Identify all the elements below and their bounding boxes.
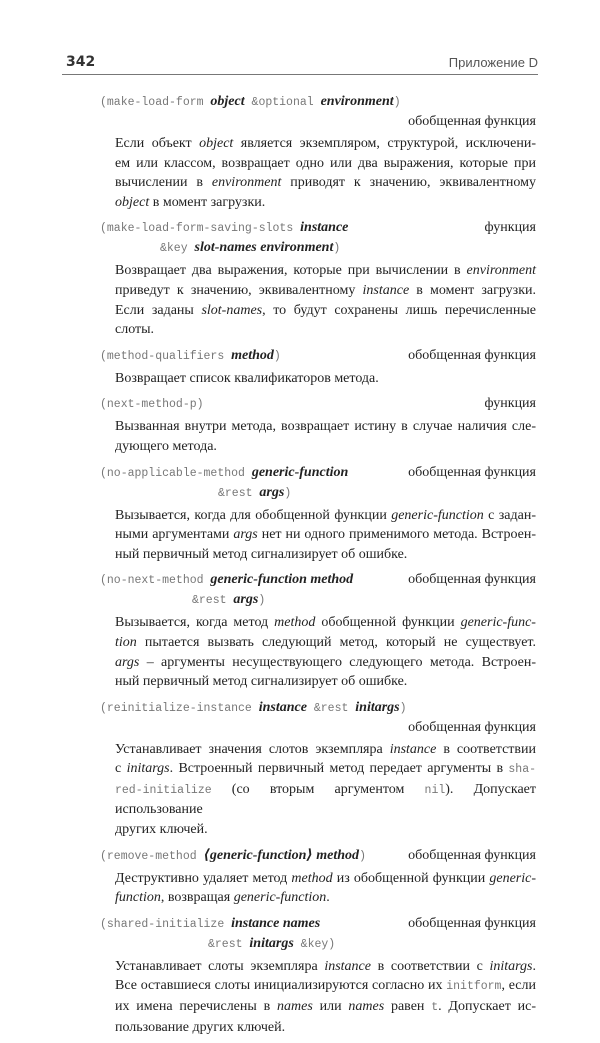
code-text: (next-method-p) [100,398,204,412]
function-signature [100,914,536,954]
code-text: initform [446,980,502,994]
argument-text: method [231,347,274,363]
running-title: Приложение D [448,55,538,70]
text: , то будут сохранены лишь перечисленные [262,302,536,318]
description-line [115,759,536,780]
code-text: ) [399,701,407,715]
description-line [115,134,536,154]
description-line [115,1018,536,1038]
signature-text [100,846,366,866]
description-line [115,173,536,193]
signature-text [100,394,204,414]
signature-line [100,934,536,954]
description-line [115,506,536,526]
function-kind: обобщенная функция [408,719,536,735]
argument-text: environment [320,94,394,109]
code-text: red-initialize [115,783,212,797]
function-kind: обобщенная функция [408,347,536,363]
argument-text: initargs [355,699,400,715]
text: приведут к значению, эквивалентному [115,282,363,298]
function-entries [100,92,536,1043]
text: Устанавливает слоты экземпляра [115,958,325,974]
function-description [115,506,536,565]
code-text: (make-load-form [100,96,211,109]
code-text: (method-qualifiers [100,349,232,363]
code-text: t [431,1001,439,1015]
text: Деструктивно удаляет метод [115,870,292,886]
text: (со вторым аргументом [211,781,425,797]
argument-text: instance [258,699,307,715]
signature-line [100,92,536,131]
text: ный первичный метод сигнализирует об ошибке. [115,546,408,562]
description-line [115,193,536,213]
code-text: &key [160,242,195,256]
text: . Встроенный первичный метод передает аргументы в [169,761,509,777]
text: из обобщенной функции [332,870,490,886]
text: Если объект [115,136,200,151]
signature-line [100,570,536,590]
text: обобщенной функции [315,615,461,631]
text: Все оставшиеся слоты инициализируются согласно их [115,978,447,994]
description-line [115,997,536,1018]
argument-text: args [233,527,258,543]
function-signature [100,463,536,503]
text: . [326,890,330,906]
function-entry [100,394,536,456]
argument-text: args [233,592,259,608]
text: ный первичный метод сигнализирует об ошибке. [115,674,408,690]
text: Если заданы [115,302,202,318]
text: – аргументы несуществующего следующего метода. Встроен- [139,654,536,670]
signature-line [100,238,536,258]
text: в момент загрузки. [409,282,537,298]
text: вычислении в [115,175,212,191]
description-line [115,672,536,692]
argument-text: generic-function [251,464,349,480]
code-text: (shared-initialize [100,917,232,931]
signature-line [100,483,536,503]
text: слоты. [115,322,155,338]
text: их имена перечислены в [115,999,278,1015]
argument-text: instance [362,282,410,298]
text: , возвращая [160,890,234,906]
text: в момент загрузки. [149,194,266,210]
signature-text [100,698,407,718]
signature-text [100,346,281,366]
description-line [115,261,536,281]
function-entry [100,914,536,1037]
argument-text: initargs [126,761,170,777]
function-description [115,740,536,840]
argument-text: names [277,999,313,1015]
function-signature [100,394,536,414]
argument-text: generic- [489,870,537,886]
function-description [115,261,536,339]
text: Вызывается, когда метод [115,615,275,631]
description-line [115,154,536,174]
function-description [115,957,536,1037]
argument-text: tion [115,634,137,650]
page-number: 342 [66,54,96,70]
code-text: (reinitialize-instance [100,701,259,715]
description-line [115,869,536,889]
function-kind: обобщенная функция [408,464,536,480]
function-entry [100,218,536,339]
code-text: ) [284,486,292,500]
code-text: &key) [293,937,336,951]
function-signature [100,346,536,366]
argument-text: args [259,484,285,500]
code-text: nil [424,783,446,797]
description-line [115,525,536,545]
signature-line [100,846,536,866]
description-line [115,545,536,565]
text: Вызывается, когда для обобщенной функции [115,507,392,523]
argument-text: ⟨generic-function⟩ method [203,847,360,863]
code-text: ) [258,594,266,608]
code-text: &rest [192,594,234,608]
argument-text: instance names [231,915,321,931]
description-line [115,653,536,673]
argument-text: generic-function [233,890,327,906]
code-text: ) [333,242,341,256]
text: с [115,761,127,777]
function-kind: обобщенная функция [408,847,536,863]
text: Устанавливает значения слотов экземпляра [115,741,390,757]
description-line [115,957,536,977]
function-entry [100,570,536,691]
argument-text: slot-names [201,302,263,318]
text: Вызванная внутри метода, возвращает истину в случае наличия сле- [115,419,536,435]
argument-text: object [199,136,234,151]
text: или [312,999,349,1015]
signature-line [100,914,536,934]
description-line [115,437,536,457]
text: , если [501,978,536,994]
function-description [115,417,536,456]
function-kind: обобщенная функция [408,114,536,129]
text: пытается вызвать следующий метод, который не существует. [136,634,536,650]
function-signature [100,570,536,610]
description-line [115,976,536,997]
page-header [62,52,538,75]
code-text: ) [359,849,366,863]
text: в соответствии [436,741,536,757]
description-line [115,888,536,908]
signature-text [100,463,348,483]
signature-line [100,590,536,610]
argument-text: generic-func- [460,615,536,631]
text: в соответствии с [370,958,490,974]
function-entry [100,346,536,389]
text: является экземпляром, структурой, исключени- [233,136,536,151]
function-entry [100,463,536,565]
code-text: sha- [508,763,537,777]
argument-text: environment [211,175,282,191]
argument-text: method [291,870,333,886]
description-line [115,320,536,340]
argument-text: generic-function [391,507,484,523]
description-line [115,780,536,820]
description-line [115,417,536,437]
function-signature [100,92,536,131]
code-text: (no-next-method [100,574,211,588]
argument-text: names [348,999,385,1015]
function-signature [100,698,536,737]
argument-text: method [274,615,316,631]
code-text: &optional [244,96,321,109]
text: с задан- [483,507,536,523]
argument-text: generic-function method [210,572,354,588]
code-text: &rest [208,937,250,951]
function-description [115,869,536,908]
argument-text: args [115,654,140,670]
code-text: &rest [306,701,356,715]
text: Возвращает список квалификаторов метода. [115,370,379,386]
code-text: &rest [218,486,260,500]
argument-text: instance [324,958,371,974]
argument-text: instance [300,220,349,236]
function-kind: функция [484,220,536,236]
function-description [115,369,536,389]
signature-text [100,914,320,934]
text: ем или классом, возвращает одно или два выражения, которые при [115,155,536,171]
function-signature [100,218,536,258]
signature-text [100,218,348,238]
description-line [115,369,536,389]
text: . Допускает ис- [438,999,536,1015]
text: пользование других ключей. [115,1019,286,1035]
function-description [115,613,536,691]
text: ными аргументами [115,527,234,543]
description-line [115,633,536,653]
argument-text: slot-names environment [194,240,334,256]
signature-line [100,218,536,238]
text: равен [384,999,432,1015]
code-text: ) [393,96,401,109]
function-entry [100,698,536,840]
function-entry [100,92,536,212]
signature-line [100,463,536,483]
function-kind: обобщенная функция [408,572,536,588]
signature-line [100,698,536,737]
function-signature [100,846,536,866]
argument-text: initargs [489,958,533,974]
argument-text: instance [389,741,437,757]
argument-text: initargs [249,935,294,951]
argument-text: environment [466,263,536,279]
function-kind: функция [484,396,536,412]
code-text: (remove-method [100,849,204,863]
signature-line [100,394,536,414]
function-entry [100,846,536,908]
text: приводят к значению, эквивалентному [281,175,536,191]
function-kind: обобщенная функция [408,915,536,931]
description-line [115,281,536,301]
text: нет ни одного применимого метода. Встроен- [257,527,536,543]
code-text: (make-load-form-saving-slots [100,222,301,236]
signature-text [100,92,401,112]
description-line [115,613,536,633]
code-text: ) [273,349,281,363]
text: Возвращает два выражения, которые при вычислении в [115,263,467,279]
description-line [115,740,536,760]
signature-text [100,570,353,590]
text: дующего метода. [115,438,217,454]
argument-text: function [115,890,161,906]
description-line [115,301,536,321]
text: . [532,958,536,974]
argument-text: object [115,194,150,210]
argument-text: object [210,94,245,109]
description-line [115,820,536,840]
signature-line [100,346,536,366]
function-description [115,134,536,212]
code-text: (no-applicable-method [100,466,252,480]
text: ). Допускает использование [115,781,536,818]
text: других ключей. [115,822,208,838]
